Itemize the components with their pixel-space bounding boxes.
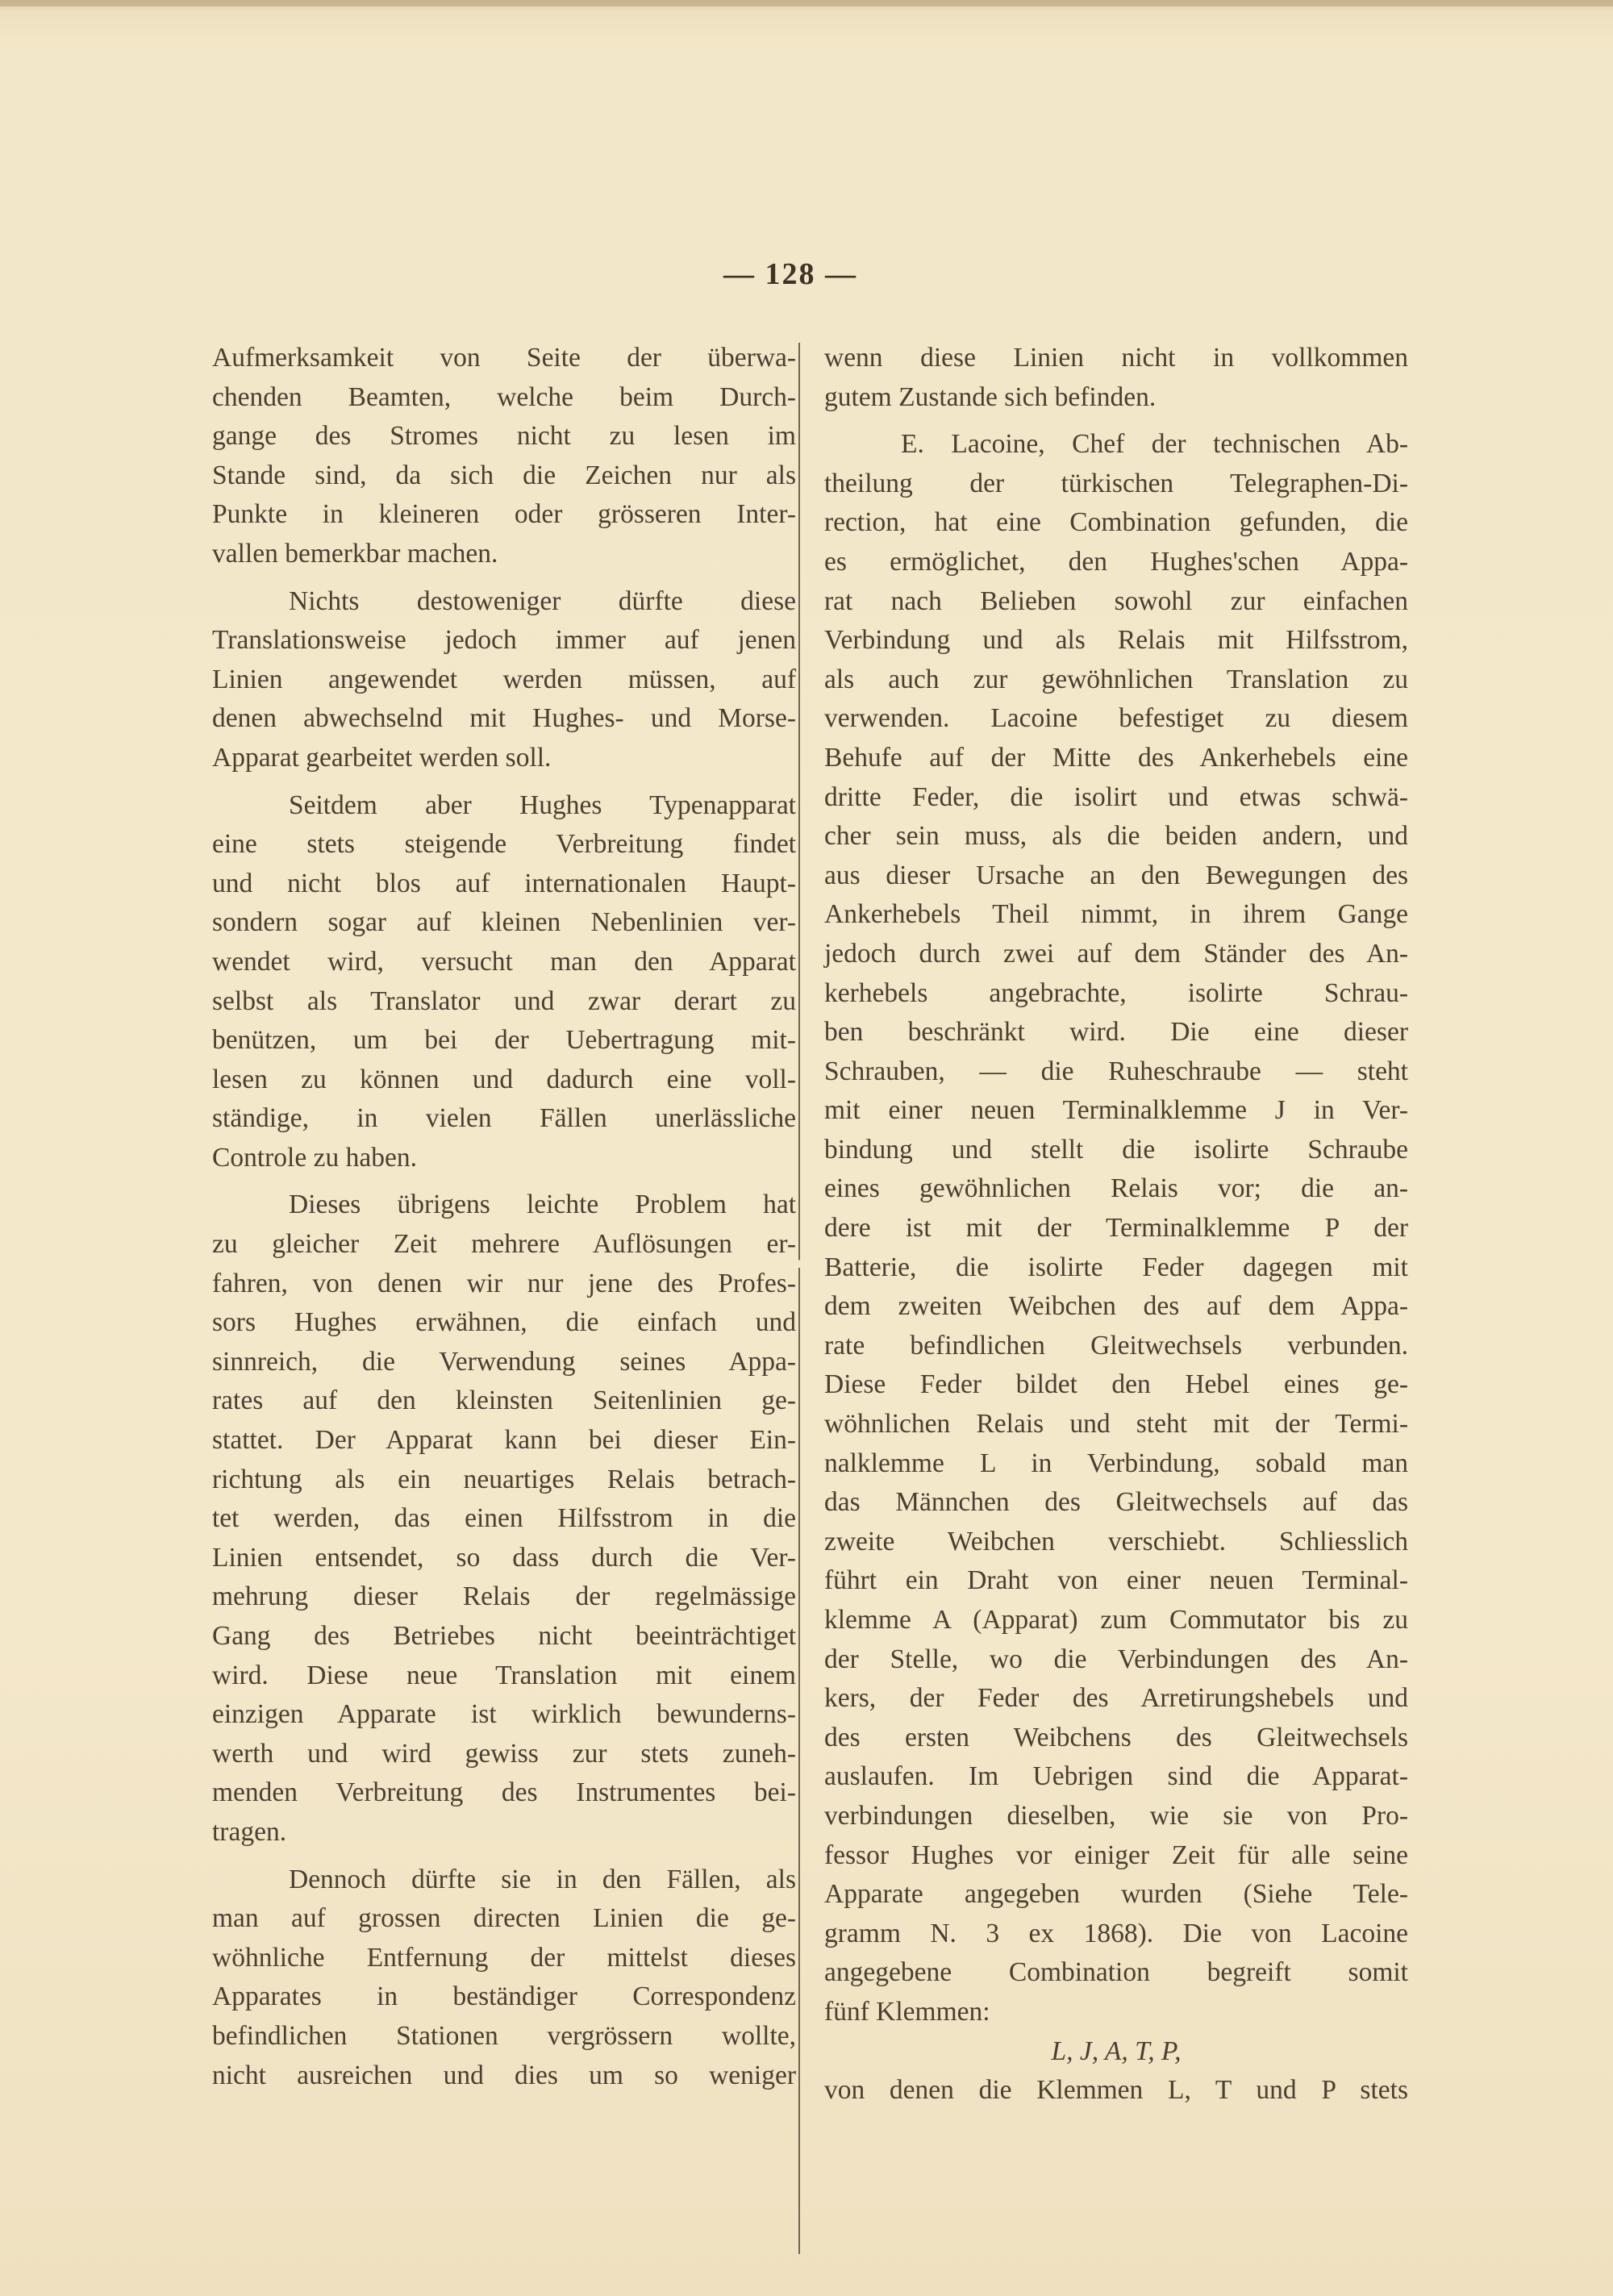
text-line: mehrung dieser Relais der regelmässige [212,1581,796,1612]
text-line: Schrauben, — die Ruheschraube — steht [824,1056,1408,1086]
paragraph [212,1186,796,1852]
text-line: zweite Weibchen verschiebt. Schliesslich [824,1526,1408,1556]
text-line: klemme A (Apparat) zum Commutator bis zu [824,1605,1408,1635]
text-line: wird. Diese neue Translation mit einem [212,1660,796,1690]
text-line: wöhnliche Entfernung der mittelst dieses [212,1942,796,1973]
text-line: Translationsweise jedoch immer auf jenen [212,625,796,656]
text-line: richtung als ein neuartiges Relais betrach- [212,1464,796,1494]
text-line: zu gleicher Zeit mehrere Auflösungen er- [212,1229,796,1260]
text-line: gramm N. 3 ex 1868). Die von Lacoine [824,1918,1408,1948]
text-line: Apparates in beständiger Correspondenz [212,1981,796,2012]
text-line: Stande sind, da sich die Zeichen nur als [212,460,796,490]
text-line: fünf Klemmen: [824,1996,990,2027]
text-line: rate befindlichen Gleitwechsels verbunden. [824,1330,1408,1361]
text-line: und nicht blos auf internationalen Haupt- [212,868,796,898]
text-line: gange des Stromes nicht zu lesen im [212,421,796,452]
text-line: Gang des Betriebes nicht beeinträchtiget [212,1621,796,1651]
text-line: benützen, um bei der Uebertragung mit- [212,1025,796,1056]
text-line: Controle zu haben. [212,1142,417,1173]
text-line: dritte Feder, die isolirt und etwas schwä- [824,781,1408,812]
text-line: cher sein muss, als die beiden andern, und [824,821,1408,852]
text-line: theilung der türkischen Telegraphen-Di- [824,468,1408,498]
text-line: einzigen Apparate ist wirklich bewunderns- [212,1699,796,1730]
text-line: Aufmerksamkeit von Seite der überwa- [212,343,796,373]
page-top-edge [0,0,1613,6]
text-line: fahren, von denen wir nur jene des Profes- [212,1268,796,1298]
text-line: Punkte in kleineren oder grösseren Inter- [212,499,796,530]
text-line: verbindungen dieselben, wie sie von Pro- [824,1800,1408,1831]
text-line: Verbindung und als Relais mit Hilfsstrom, [824,625,1408,656]
text-line: Diese Feder bildet den Hebel eines ge- [824,1369,1408,1400]
page-number: — 128 — [723,257,857,291]
text-line: werth und wird gewiss zur stets zuneh- [212,1738,796,1769]
text-line: von denen die Klemmen L, T und P stets [824,2075,1408,2106]
text-line: tragen. [212,1816,287,1847]
text-line: angegebene Combination begreift somit [824,1957,1408,1988]
text-line: E. Lacoine, Chef der technischen Ab- [901,429,1408,460]
text-line: rection, hat eine Combination gefunden, die [824,507,1408,538]
text-line: verwenden. Lacoine befestiget zu diesem [824,703,1408,734]
text-line: jedoch durch zwei auf dem Ständer des An- [824,938,1408,969]
text-line: chenden Beamten, welche beim Durch- [212,381,796,412]
text-line: wendet wird, versucht man den Apparat [212,946,796,977]
text-line: nicht ausreichen und dies um so weniger [212,2060,796,2090]
text-line: ständige, in vielen Fällen unerlässliche [212,1103,796,1134]
text-line: Batterie, die isolirte Feder dagegen mit [824,1252,1408,1282]
text-line: sondern sogar auf kleinen Nebenlinien ver- [212,907,796,938]
text-line: Ankerhebels Theil nimmt, in ihrem Gange [824,899,1408,930]
text-line: kers, der Feder des Arretirungshebels und [824,1683,1408,1714]
text-line: Dennoch dürfte sie in den Fällen, als [289,1864,796,1894]
text-line: des ersten Weibchens des Gleitwechsels [824,1722,1408,1752]
paragraph [824,425,1408,2031]
text-line: mit einer neuen Terminalklemme J in Ver- [824,1095,1408,1126]
text-line: der Stelle, wo die Verbindungen des An- [824,1644,1408,1674]
text-line: ben beschränkt wird. Die eine dieser [824,1017,1408,1048]
text-line: Linien entsendet, so dass durch die Ver- [212,1542,796,1573]
text-line: dere ist mit der Terminalklemme P der [824,1213,1408,1244]
text-line: Nichts destoweniger dürfte diese [289,585,796,616]
text-line: rat nach Belieben sowohl zur einfachen [824,585,1408,616]
paragraph [824,2032,1408,2072]
text-line: stattet. Der Apparat kann bei dieser Ein- [212,1425,796,1456]
text-line: nalklemme L in Verbindung, sobald man [824,1448,1408,1478]
text-line: aus dieser Ursache an den Bewegungen des [824,860,1408,890]
paragraph [212,339,796,574]
text-line: vallen bemerkbar machen. [212,538,498,569]
text-line: selbst als Translator und zwar derart zu [212,985,796,1016]
text-line: eines gewöhnlichen Relais vor; die an- [824,1173,1408,1204]
text-line: fessor Hughes vor einiger Zeit für alle seine [824,1840,1408,1870]
text-line: dem zweiten Weibchen des auf dem Appa- [824,1291,1408,1322]
text-line: lesen zu können und dadurch eine voll- [212,1064,796,1094]
text-line: auslaufen. Im Uebrigen sind die Apparat- [824,1761,1408,1792]
right-column [824,339,1408,2111]
text-line: menden Verbreitung des Instrumentes bei- [212,1777,796,1808]
text-line: befindlichen Stationen vergrössern wollte, [212,2020,796,2051]
text-line: sinnreich, die Verwendung seines Appa- [212,1346,796,1377]
text-line: das Männchen des Gleitwechsels auf das [824,1487,1408,1518]
paragraph [212,582,796,778]
text-line: tet werden, das einen Hilfsstrom in die [212,1503,796,1534]
column-divider [798,343,800,2254]
text-line: rates auf den kleinsten Seitenlinien ge- [212,1386,796,1416]
text-line: wöhnlichen Relais und steht mit der Termi- [824,1409,1408,1440]
terminal-list: L, J, A, T, P, [1051,2036,1182,2066]
text-line: Apparat gearbeitet werden soll. [212,742,552,773]
text-line: als auch zur gewöhnlichen Translation zu [824,664,1408,694]
paragraph [824,2071,1408,2111]
text-line: eine stets steigende Verbreitung findet [212,829,796,860]
text-line: kerhebels angebrachte, isolirte Schrau- [824,977,1408,1008]
paragraph [212,786,796,1178]
left-column [212,339,796,2095]
text-line: bindung und stellt die isolirte Schraube [824,1134,1408,1165]
text-line: man auf grossen directen Linien die ge- [212,1903,796,1934]
text-line: sors Hughes erwähnen, die einfach und [212,1307,796,1338]
text-line: Behufe auf der Mitte des Ankerhebels eine [824,742,1408,773]
text-line: Linien angewendet werden müssen, auf [212,664,796,694]
text-line: führt ein Draht von einer neuen Terminal- [824,1565,1408,1596]
text-line: gutem Zustande sich befinden. [824,381,1157,412]
paragraph [212,1861,796,2096]
text-line: denen abwechselnd mit Hughes- und Morse- [212,703,796,734]
text-line: es ermöglichet, den Hughes'schen Appa- [824,546,1408,577]
text-line: Apparate angegeben wurden (Siehe Tele- [824,1879,1408,1910]
text-line: Seitdem aber Hughes Typenapparat [289,790,796,820]
paragraph [824,339,1408,417]
text-line: wenn diese Linien nicht in vollkommen [824,343,1408,373]
text-line: Dieses übrigens leichte Problem hat [289,1190,796,1220]
